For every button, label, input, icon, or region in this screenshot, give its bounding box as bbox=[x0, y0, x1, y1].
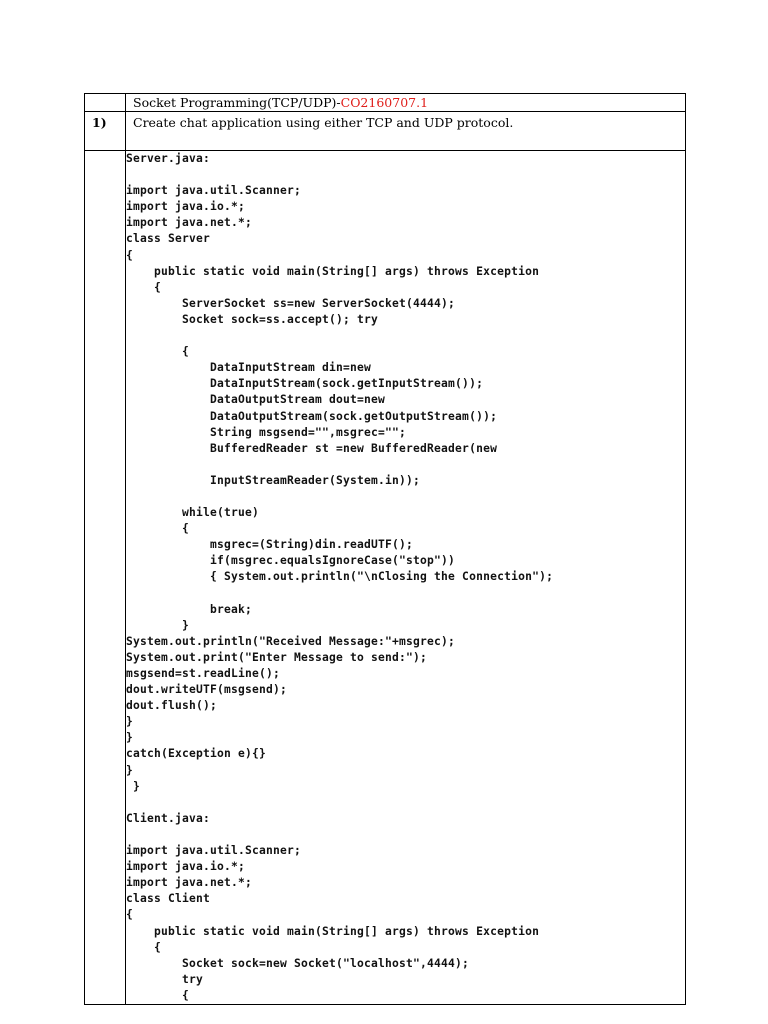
header-number-cell bbox=[85, 94, 126, 112]
header-row bbox=[85, 94, 686, 112]
header-title-cell bbox=[126, 94, 686, 112]
section-title-text: Socket Programming(TCP/UDP)- bbox=[133, 95, 341, 110]
source-code-block: Server.java: import java.util.Scanner; import java.io.*; import java.net.*; class Server { public static void main(String[] args) throws Exception { ServerSocket ss=new ServerSocket(4444); Socket sock=ss.accept(); try { DataInputStream din=new DataInputStream(sock.getInputStream()); DataOutputStream dout=new DataOutputStream(sock.getOutputStream()); String msgsend="",msgrec=""; BufferedReader st =new BufferedReader(new InputStreamReader(System.in)); while(true) { msgrec=(String)din.readUTF(); if(msgrec.equalsIgnoreCase("stop")) { System.out.println("\nClosing the Connection"); break; } System.out.println("Received Message:"+msgrec); System.out.print("Enter Message to send:"); msgsend=st.readLine(); dout.writeUTF(msgsend); dout.flush(); } } catch(Exception e){} } } Client.java: import java.util.Scanner; import java.io.*; import java.net.*; class Client { public static void main(String[] args) throws Exception { Socket sock=new Socket("localhost",4444); try { bbox=[126, 152, 554, 1002]
question-number-cell bbox=[85, 112, 126, 151]
course-code: CO2160707.1 bbox=[340, 95, 429, 110]
code-row bbox=[85, 151, 686, 1005]
code-number-cell bbox=[85, 151, 126, 1005]
document-table bbox=[84, 93, 686, 1005]
question-number: 1) bbox=[92, 115, 107, 130]
question-text: Create chat application using either TCP and UDP protocol. bbox=[133, 115, 514, 130]
code-cell bbox=[126, 151, 686, 1005]
question-text-cell bbox=[126, 112, 686, 151]
section-title bbox=[126, 94, 685, 111]
question-row bbox=[85, 112, 686, 151]
